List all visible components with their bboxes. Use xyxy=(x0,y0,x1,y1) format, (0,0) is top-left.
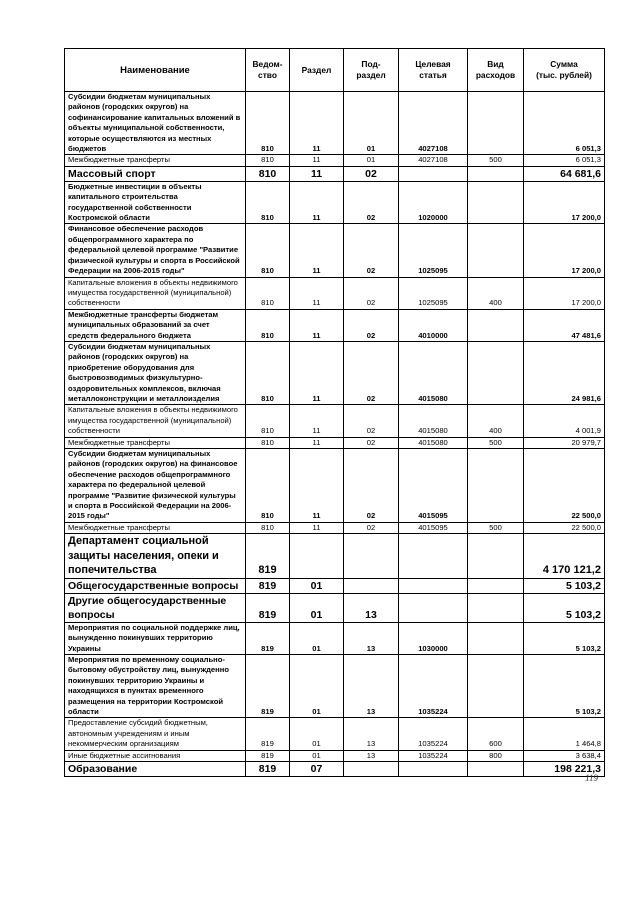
cell-tselevaya-statya: 4015080 xyxy=(399,437,468,448)
cell-razdel: 07 xyxy=(290,762,344,777)
cell-summa: 5 103,2 xyxy=(524,654,605,717)
cell-summa: 5 103,2 xyxy=(524,578,605,593)
cell-tselevaya-statya xyxy=(399,593,468,622)
cell-summa: 17 200,0 xyxy=(524,224,605,277)
cell-vid-raskhodov xyxy=(468,341,524,404)
cell-vid-raskhodov xyxy=(468,654,524,717)
table-row xyxy=(65,522,605,533)
header-razdel: Раздел xyxy=(290,49,344,92)
cell-tselevaya-statya: 4015095 xyxy=(399,522,468,533)
cell-tselevaya-statya: 1020000 xyxy=(399,181,468,224)
cell-summa: 17 200,0 xyxy=(524,181,605,224)
cell-name: Субсидии бюджетам муниципальных районов (городских округов) на финансовое обеспечение расходов общепрограммного характера по федеральной целевой программе "Развитие физической культуры и спорта в Российской Федерации на 2006-2015 годы" xyxy=(65,449,246,523)
cell-name: Мероприятия по социальной поддержке лиц, вынужденно покинувших территорию Украины xyxy=(65,622,246,654)
table-row xyxy=(65,155,605,166)
cell-podrazdel xyxy=(344,534,399,579)
cell-podrazdel: 02 xyxy=(344,405,399,437)
cell-vid-raskhodov: 600 xyxy=(468,718,524,750)
cell-vedomstvo: 810 xyxy=(246,181,290,224)
cell-name: Межбюджетные трансферты xyxy=(65,437,246,448)
cell-tselevaya-statya: 1030000 xyxy=(399,622,468,654)
table-row xyxy=(65,277,605,309)
cell-tselevaya-statya: 4015080 xyxy=(399,341,468,404)
cell-vedomstvo: 810 xyxy=(246,437,290,448)
cell-name: Субсидии бюджетам муниципальных районов (городских округов) на софинансирование капитальных вложений в объекты муниципальной собственности, которые осуществляются из местных бюджетов xyxy=(65,92,246,155)
header-name: Наименование xyxy=(65,49,246,92)
cell-razdel: 01 xyxy=(290,578,344,593)
table-row xyxy=(65,654,605,717)
cell-summa: 47 481,6 xyxy=(524,309,605,341)
cell-vedomstvo: 810 xyxy=(246,405,290,437)
cell-vedomstvo: 819 xyxy=(246,578,290,593)
table-row xyxy=(65,181,605,224)
cell-tselevaya-statya: 1035224 xyxy=(399,654,468,717)
cell-podrazdel: 02 xyxy=(344,449,399,523)
table-row xyxy=(65,309,605,341)
cell-vedomstvo: 810 xyxy=(246,155,290,166)
table-row xyxy=(65,166,605,181)
table-row xyxy=(65,92,605,155)
budget-table xyxy=(64,48,605,777)
table-row xyxy=(65,534,605,579)
cell-vid-raskhodov xyxy=(468,593,524,622)
cell-razdel: 01 xyxy=(290,622,344,654)
cell-vedomstvo: 819 xyxy=(246,718,290,750)
cell-summa: 64 681,6 xyxy=(524,166,605,181)
cell-name: Образование xyxy=(65,762,246,777)
cell-summa: 1 464,8 xyxy=(524,718,605,750)
cell-name: Другие общегосударственные вопросы xyxy=(65,593,246,622)
cell-vedomstvo: 810 xyxy=(246,522,290,533)
cell-podrazdel: 02 xyxy=(344,166,399,181)
cell-razdel: 01 xyxy=(290,593,344,622)
cell-name: Межбюджетные трансферты xyxy=(65,522,246,533)
cell-name: Межбюджетные трансферты xyxy=(65,155,246,166)
table-row xyxy=(65,593,605,622)
page-number: 119 xyxy=(585,773,598,784)
cell-vedomstvo: 819 xyxy=(246,622,290,654)
cell-vedomstvo: 810 xyxy=(246,341,290,404)
cell-tselevaya-statya: 1025095 xyxy=(399,277,468,309)
cell-podrazdel: 02 xyxy=(344,224,399,277)
cell-vid-raskhodov: 500 xyxy=(468,437,524,448)
cell-razdel: 11 xyxy=(290,341,344,404)
header-vedomstvo: Ведом- ство xyxy=(246,49,290,92)
cell-vid-raskhodov xyxy=(468,534,524,579)
cell-vedomstvo: 810 xyxy=(246,92,290,155)
cell-name: Межбюджетные трансферты бюджетам муниципальных образований за счет средств федерального бюджета xyxy=(65,309,246,341)
cell-razdel: 11 xyxy=(290,449,344,523)
cell-name: Общегосударственные вопросы xyxy=(65,578,246,593)
cell-vedomstvo: 810 xyxy=(246,277,290,309)
cell-vid-raskhodov xyxy=(468,181,524,224)
cell-razdel: 11 xyxy=(290,309,344,341)
cell-vid-raskhodov xyxy=(468,578,524,593)
cell-vedomstvo: 810 xyxy=(246,166,290,181)
cell-podrazdel: 02 xyxy=(344,341,399,404)
cell-tselevaya-statya xyxy=(399,534,468,579)
header-podrazdel: Под- раздел xyxy=(344,49,399,92)
cell-razdel: 11 xyxy=(290,155,344,166)
cell-summa: 198 221,3 xyxy=(524,762,605,777)
cell-tselevaya-statya: 4010000 xyxy=(399,309,468,341)
cell-vedomstvo: 810 xyxy=(246,309,290,341)
cell-vid-raskhodov xyxy=(468,224,524,277)
cell-vid-raskhodov: 500 xyxy=(468,522,524,533)
cell-name: Капитальные вложения в объекты недвижимого имущества государственной (муниципальной) собственности xyxy=(65,405,246,437)
table-row xyxy=(65,718,605,750)
cell-podrazdel: 02 xyxy=(344,309,399,341)
cell-podrazdel: 13 xyxy=(344,718,399,750)
cell-tselevaya-statya: 4015095 xyxy=(399,449,468,523)
cell-vid-raskhodov: 800 xyxy=(468,750,524,761)
cell-vid-raskhodov xyxy=(468,166,524,181)
cell-tselevaya-statya: 4027108 xyxy=(399,155,468,166)
table-row xyxy=(65,224,605,277)
header-vid-raskhodov: Вид расходов xyxy=(468,49,524,92)
table-row xyxy=(65,437,605,448)
cell-podrazdel: 01 xyxy=(344,155,399,166)
cell-podrazdel: 02 xyxy=(344,277,399,309)
cell-razdel: 11 xyxy=(290,181,344,224)
cell-vedomstvo: 810 xyxy=(246,224,290,277)
cell-razdel: 01 xyxy=(290,654,344,717)
table-header-row xyxy=(65,49,605,92)
cell-vid-raskhodov: 500 xyxy=(468,155,524,166)
cell-summa: 6 051,3 xyxy=(524,92,605,155)
cell-razdel: 11 xyxy=(290,92,344,155)
cell-podrazdel: 13 xyxy=(344,593,399,622)
cell-vid-raskhodov: 400 xyxy=(468,405,524,437)
cell-podrazdel: 02 xyxy=(344,181,399,224)
cell-razdel: 11 xyxy=(290,224,344,277)
cell-razdel: 11 xyxy=(290,405,344,437)
cell-name: Капитальные вложения в объекты недвижимого имущества государственной (муниципальной) собственности xyxy=(65,277,246,309)
cell-vedomstvo: 819 xyxy=(246,654,290,717)
cell-summa: 6 051,3 xyxy=(524,155,605,166)
cell-name: Субсидии бюджетам муниципальных районов (городских округов) на приобретение оборудования для быстровозводимых физкультурно-оздоровительных комплексов, включая металлоконструкции и металлоизделия xyxy=(65,341,246,404)
cell-podrazdel xyxy=(344,578,399,593)
cell-summa: 5 103,2 xyxy=(524,622,605,654)
cell-name: Предоставление субсидий бюджетным, автономным учреждениям и иным некоммерческим организациям xyxy=(65,718,246,750)
cell-summa: 22 500,0 xyxy=(524,449,605,523)
table-row xyxy=(65,578,605,593)
header-summa: Сумма (тыс. рублей) xyxy=(524,49,605,92)
cell-vid-raskhodov xyxy=(468,449,524,523)
table-row xyxy=(65,622,605,654)
cell-podrazdel: 13 xyxy=(344,622,399,654)
cell-summa: 24 981,6 xyxy=(524,341,605,404)
cell-vedomstvo: 819 xyxy=(246,750,290,761)
cell-razdel: 11 xyxy=(290,522,344,533)
cell-tselevaya-statya: 1025095 xyxy=(399,224,468,277)
table-row xyxy=(65,750,605,761)
cell-podrazdel: 02 xyxy=(344,522,399,533)
cell-razdel: 11 xyxy=(290,437,344,448)
cell-razdel xyxy=(290,534,344,579)
cell-tselevaya-statya: 1035224 xyxy=(399,750,468,761)
cell-name: Массовый спорт xyxy=(65,166,246,181)
cell-summa: 5 103,2 xyxy=(524,593,605,622)
cell-name: Иные бюджетные ассигнования xyxy=(65,750,246,761)
cell-tselevaya-statya xyxy=(399,578,468,593)
cell-podrazdel: 13 xyxy=(344,750,399,761)
cell-name: Финансовое обеспечение расходов общепрограммного характера по федеральной целевой программе "Развитие физической культуры и спорта в Российской Федерации на 2006-2015 годы" xyxy=(65,224,246,277)
cell-name: Мероприятия по временному социально-бытовому обустройству лиц, вынужденно покинувших территорию Украины и находящихся в пунктах временного размещения на территории Костромской области xyxy=(65,654,246,717)
cell-vid-raskhodov xyxy=(468,622,524,654)
cell-razdel: 11 xyxy=(290,166,344,181)
cell-vedomstvo: 810 xyxy=(246,449,290,523)
cell-tselevaya-statya: 4015080 xyxy=(399,405,468,437)
cell-vedomstvo: 819 xyxy=(246,762,290,777)
budget-document xyxy=(64,48,604,791)
table-body xyxy=(65,92,605,777)
table-row xyxy=(65,449,605,523)
cell-summa: 20 979,7 xyxy=(524,437,605,448)
cell-razdel: 01 xyxy=(290,718,344,750)
cell-vedomstvo: 819 xyxy=(246,593,290,622)
cell-tselevaya-statya: 4027108 xyxy=(399,92,468,155)
cell-summa: 4 001,9 xyxy=(524,405,605,437)
cell-tselevaya-statya: 1035224 xyxy=(399,718,468,750)
cell-tselevaya-statya xyxy=(399,166,468,181)
cell-vid-raskhodov: 400 xyxy=(468,277,524,309)
cell-razdel: 11 xyxy=(290,277,344,309)
cell-name: Департамент социальной защиты населения, опеки и попечительства xyxy=(65,534,246,579)
cell-summa: 4 170 121,2 xyxy=(524,534,605,579)
table-row xyxy=(65,341,605,404)
cell-podrazdel: 02 xyxy=(344,437,399,448)
cell-vid-raskhodov xyxy=(468,92,524,155)
table-row xyxy=(65,405,605,437)
cell-razdel: 01 xyxy=(290,750,344,761)
cell-podrazdel: 01 xyxy=(344,92,399,155)
cell-name: Бюджетные инвестиции в объекты капитального строительства государственной собственности Костромской области xyxy=(65,181,246,224)
cell-vedomstvo: 819 xyxy=(246,534,290,579)
cell-summa: 17 200,0 xyxy=(524,277,605,309)
header-tselevaya-statya: Целевая статья xyxy=(399,49,468,92)
cell-vid-raskhodov xyxy=(468,309,524,341)
cell-summa: 22 500,0 xyxy=(524,522,605,533)
cell-summa: 3 638,4 xyxy=(524,750,605,761)
cell-podrazdel: 13 xyxy=(344,654,399,717)
